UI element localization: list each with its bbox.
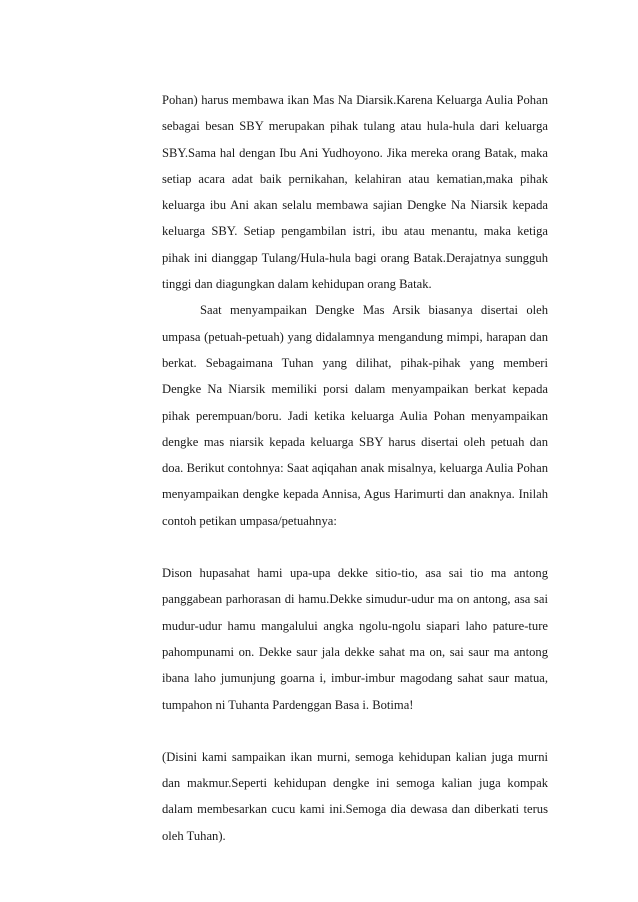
paragraph-umpasa-translation: (Disini kami sampaikan ikan murni, semoga kehidupan kalian juga murni dan makmur.Seperti kehidupan dengke ini semoga kalian juga kompak dalam membesarkan cucu kami ini.Semoga dia dewasa dan diberkati terus oleh Tuhan). [162,749,548,843]
paragraph-gap [162,534,548,560]
paragraph-gap [162,718,548,744]
paragraph-umpasa-batak: Dison hupasahat hami upa-upa dekke sitio-tio, asa sai tio ma antong panggabean parhorasan di hamu.Dekke simudur-udur ma on antong, asa sai mudur-udur hamu mangalului angka ngolu-ngolu siapari laho pature-ture pahompunami on. Dekke saur jala dekke sahat ma on, sai saur ma antong ibana laho jumunjung goarna i, imbur-imbur magodang sahat saur matua, tumpahon ni Tuhanta Pardenggan Basa i. Botima! [162,566,548,712]
body-text [162,87,548,849]
paragraph-umpasa-intro: Saat menyampaikan Dengke Mas Arsik biasanya disertai oleh umpasa (petuah-petuah) yang didalamnya mengandung mimpi, harapan dan berkat. Sebagaimana Tuhan yang dilihat, pihak-pihak yang memberi Dengke Na Niarsik memiliki porsi dalam menyampaikan berkat kepada pihak perempuan/boru. Jadi ketika keluarga Aulia Pohan menyampaikan dengke mas niarsik kepada keluarga SBY harus disertai oleh petuah dan doa. Berikut contohnya: Saat aqiqahan anak misalnya, keluarga Aulia Pohan menyampaikan dengke kepada Annisa, Agus Harimurti dan anaknya. Inilah contoh petikan umpasa/petuahnya: [162,303,548,528]
paragraph-continuation: Pohan) harus membawa ikan Mas Na Diarsik.Karena Keluarga Aulia Pohan sebagai besan SBY merupakan pihak tulang atau hula-hula dari keluarga SBY.Sama hal dengan Ibu Ani Yudhoyono. Jika mereka orang Batak, maka setiap acara adat baik pernikahan, kelahiran atau kematian,maka pihak keluarga ibu Ani akan selalu membawa sajian Dengke Na Niarsik kepada keluarga SBY. Setiap pengambilan istri, ibu atau menantu, maka ketiga pihak ini dianggap Tulang/Hula-hula bagi orang Batak.Derajatnya sungguh tinggi dan diagungkan dalam kehidupan orang Batak. [162,93,548,292]
